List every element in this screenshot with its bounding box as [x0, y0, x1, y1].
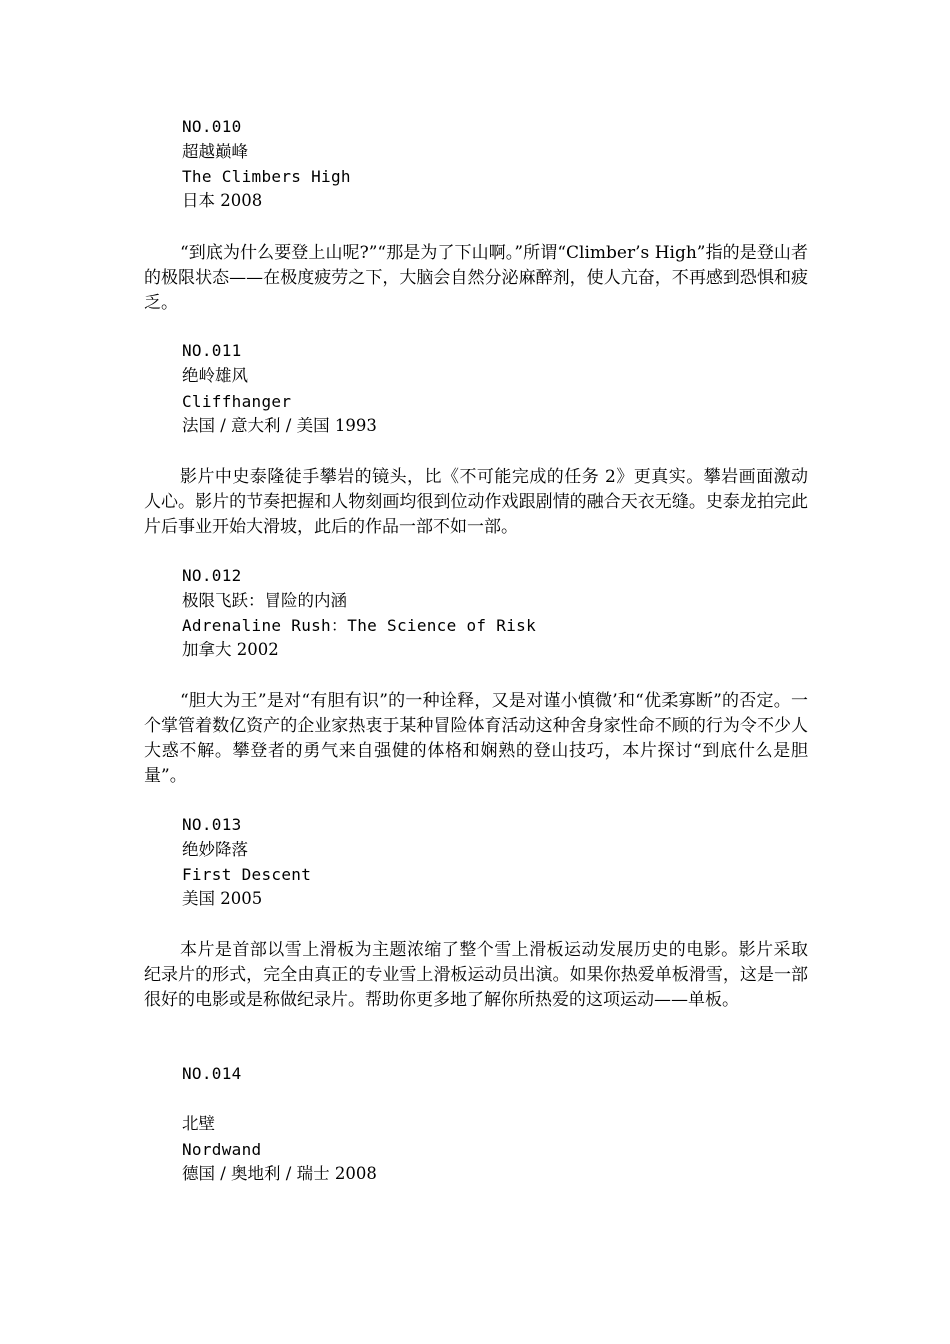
entry-number: NO.012	[182, 566, 242, 585]
entry-country-year: 美国 2005	[182, 889, 263, 908]
entry-title-cn: 绝妙降落	[182, 840, 248, 859]
entry-description: 影片中史泰隆徒手攀岩的镜头，比《不可能完成的任务 2》更真实。攀岩画面激动人心。影片的节奏把握和人物刻画均很到位动作戏跟剧情的融合天衣无缝。史泰龙拍完此片后事业开始大滑坡，此后的作品一部不如一部。	[144, 467, 808, 537]
entry-number: NO.011	[182, 341, 242, 360]
entry-title-en: Adrenaline Rush：The Science of Risk	[182, 616, 537, 635]
entry-title-cn: 北壁	[182, 1114, 215, 1133]
entry-number: NO.014	[182, 1064, 242, 1083]
entry-number: NO.010	[182, 117, 242, 136]
entry-title-en: Cliffhanger	[182, 392, 292, 411]
entry-description: “到底为什么要登上山呢?”“那是为了下山啊。”所谓“Climber’s High”指的是登山者的极限状态——在极度疲劳之下，大脑会自然分泌麻醉剂，使人亢奋，不再感到恐惧和疲乏。	[144, 243, 808, 313]
entry-title-cn: 超越巅峰	[182, 142, 248, 161]
entry-title-en: Nordwand	[182, 1140, 262, 1159]
entry-number: NO.013	[182, 815, 242, 834]
entry-description: “胆大为王”是对“有胆有识”的一种诠释，又是对谨小慎微’和“优柔寡断”的否定。一个掌管着数亿资产的企业家热衷于某种冒险体育活动这种舍身家性命不顾的行为令不少人大惑不解。攀登者的勇气来自强健的体格和娴熟的登山技巧，本片探讨“到底什么是胆量”。	[144, 691, 808, 786]
entry-title-en: First Descent	[182, 865, 312, 884]
entry-country-year: 加拿大 2002	[182, 640, 279, 659]
entry-description: 本片是首部以雪上滑板为主题浓缩了整个雪上滑板运动发展历史的电影。影片采取纪录片的形式，完全由真正的专业雪上滑板运动员出演。如果你热爱单板滑雪，这是一部很好的电影或是称做纪录片。帮助你更多地了解你所热爱的这项运动——单板。	[144, 940, 808, 1010]
entry-title-cn: 绝岭雄风	[182, 366, 248, 385]
entry-country-year: 法国 / 意大利 / 美国 1993	[182, 416, 377, 435]
entry-title-en: The Climbers High	[182, 167, 351, 186]
entry-country-year: 日本 2008	[182, 191, 263, 210]
entry-country-year: 德国 / 奥地利 / 瑞士 2008	[182, 1164, 377, 1183]
entry-title-cn: 极限飞跃：冒险的内涵	[182, 591, 347, 610]
